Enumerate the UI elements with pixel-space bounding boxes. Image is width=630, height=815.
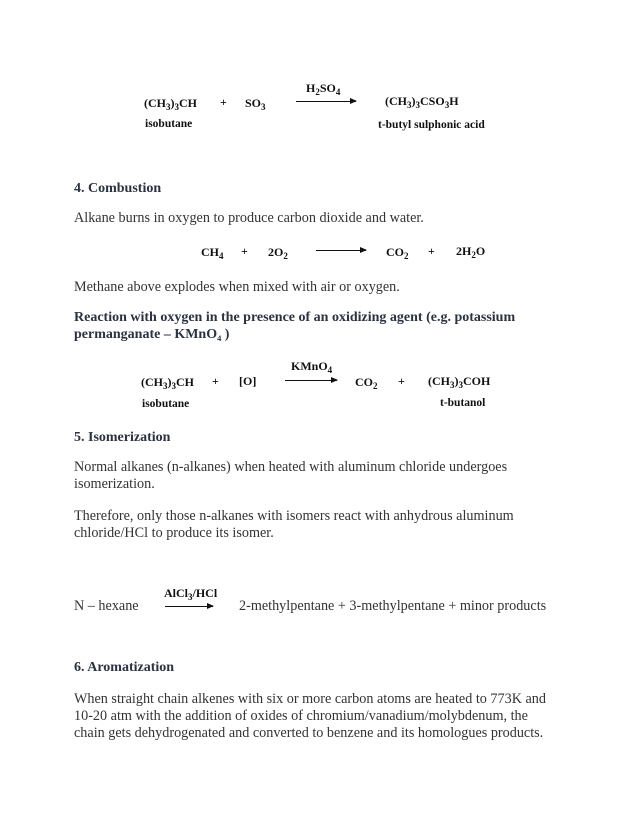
isomerization-arrow xyxy=(165,606,213,607)
reaction2-product-name: t-butanol xyxy=(440,397,486,409)
section4-heading: 4. Combustion xyxy=(74,181,162,196)
section4-note: Methane above explodes when mixed with air or oxygen. xyxy=(74,279,400,295)
isomerization-reactant: N – hexane xyxy=(74,598,139,614)
section6-heading: 6. Aromatization xyxy=(74,660,175,675)
section5-para1-line2: isomerization. xyxy=(74,476,155,492)
reaction1-product-name: t-butyl sulphonic acid xyxy=(378,119,485,131)
reaction1-reactant1: $(CH_3)_3CH$ xyxy=(144,96,197,112)
combustion-product2: $2H_2O$ xyxy=(456,244,486,260)
reaction2-reactant2: [O] xyxy=(239,374,257,388)
section5-heading: 5. Isomerization xyxy=(74,430,171,445)
reaction1-catalyst: $H_2SO_4$ xyxy=(306,81,341,97)
reaction2-catalyst: KMnO$_4$ xyxy=(291,359,333,375)
section4-intro: Alkane burns in oxygen to produce carbon dioxide and water. xyxy=(74,210,424,226)
combustion-arrow xyxy=(316,250,366,251)
reaction2-reactant-name: isobutane xyxy=(142,398,190,410)
reaction1-product: $(CH_3)_3CSO_3H$ xyxy=(385,94,459,110)
reaction1-arrow xyxy=(296,101,356,102)
section6-line3: chain gets dehydrogenated and converted to benzene and its homologues products. xyxy=(74,725,544,741)
reaction2-plus1: + xyxy=(212,374,219,388)
combustion-reactant2: $2O_2$ xyxy=(268,245,288,261)
section6-line2: 10-20 atm with the addition of oxides of chromium/vanadium/molybdenum, the xyxy=(74,708,528,724)
combustion-plus1: + xyxy=(241,244,248,258)
reaction2-product1: $CO_2$ xyxy=(355,375,378,391)
reaction2-product2: $(CH_3)_3COH$ xyxy=(428,374,491,390)
isomerization-products: 2-methylpentane + 3-methylpentane + minor products xyxy=(239,598,547,614)
reaction2-plus2: + xyxy=(398,374,405,388)
reaction2-arrow xyxy=(285,380,337,381)
section5-para1-line1: Normal alkanes (n-alkanes) when heated with aluminum chloride undergoes xyxy=(74,459,508,475)
combustion-plus2: + xyxy=(428,244,435,258)
section6-line1: When straight chain alkenes with six or more carbon atoms are heated to 773K and xyxy=(74,691,546,707)
reaction1-reactant2: $SO_3$ xyxy=(245,96,266,112)
combustion-product1: $CO_2$ xyxy=(386,245,409,261)
isomerization-catalyst: AlCl$_3$/HCl xyxy=(164,586,218,602)
section4-subheading-line2: permanganate – KMnO₄ ) xyxy=(74,327,230,342)
section5-para2-line2: chloride/HCl to produce its isomer. xyxy=(74,525,274,541)
reaction2-reactant1: $(CH_3)_3CH$ xyxy=(141,375,194,391)
section5-para2-line1: Therefore, only those n-alkanes with isomers react with anhydrous aluminum xyxy=(74,508,514,524)
reaction1-reactant-name: isobutane xyxy=(145,118,193,130)
section4-subheading-line1: Reaction with oxygen in the presence of an oxidizing agent (e.g. potassium xyxy=(74,310,516,325)
combustion-reactant1: $CH_4$ xyxy=(201,245,224,261)
reaction1-plus: + xyxy=(220,95,227,109)
